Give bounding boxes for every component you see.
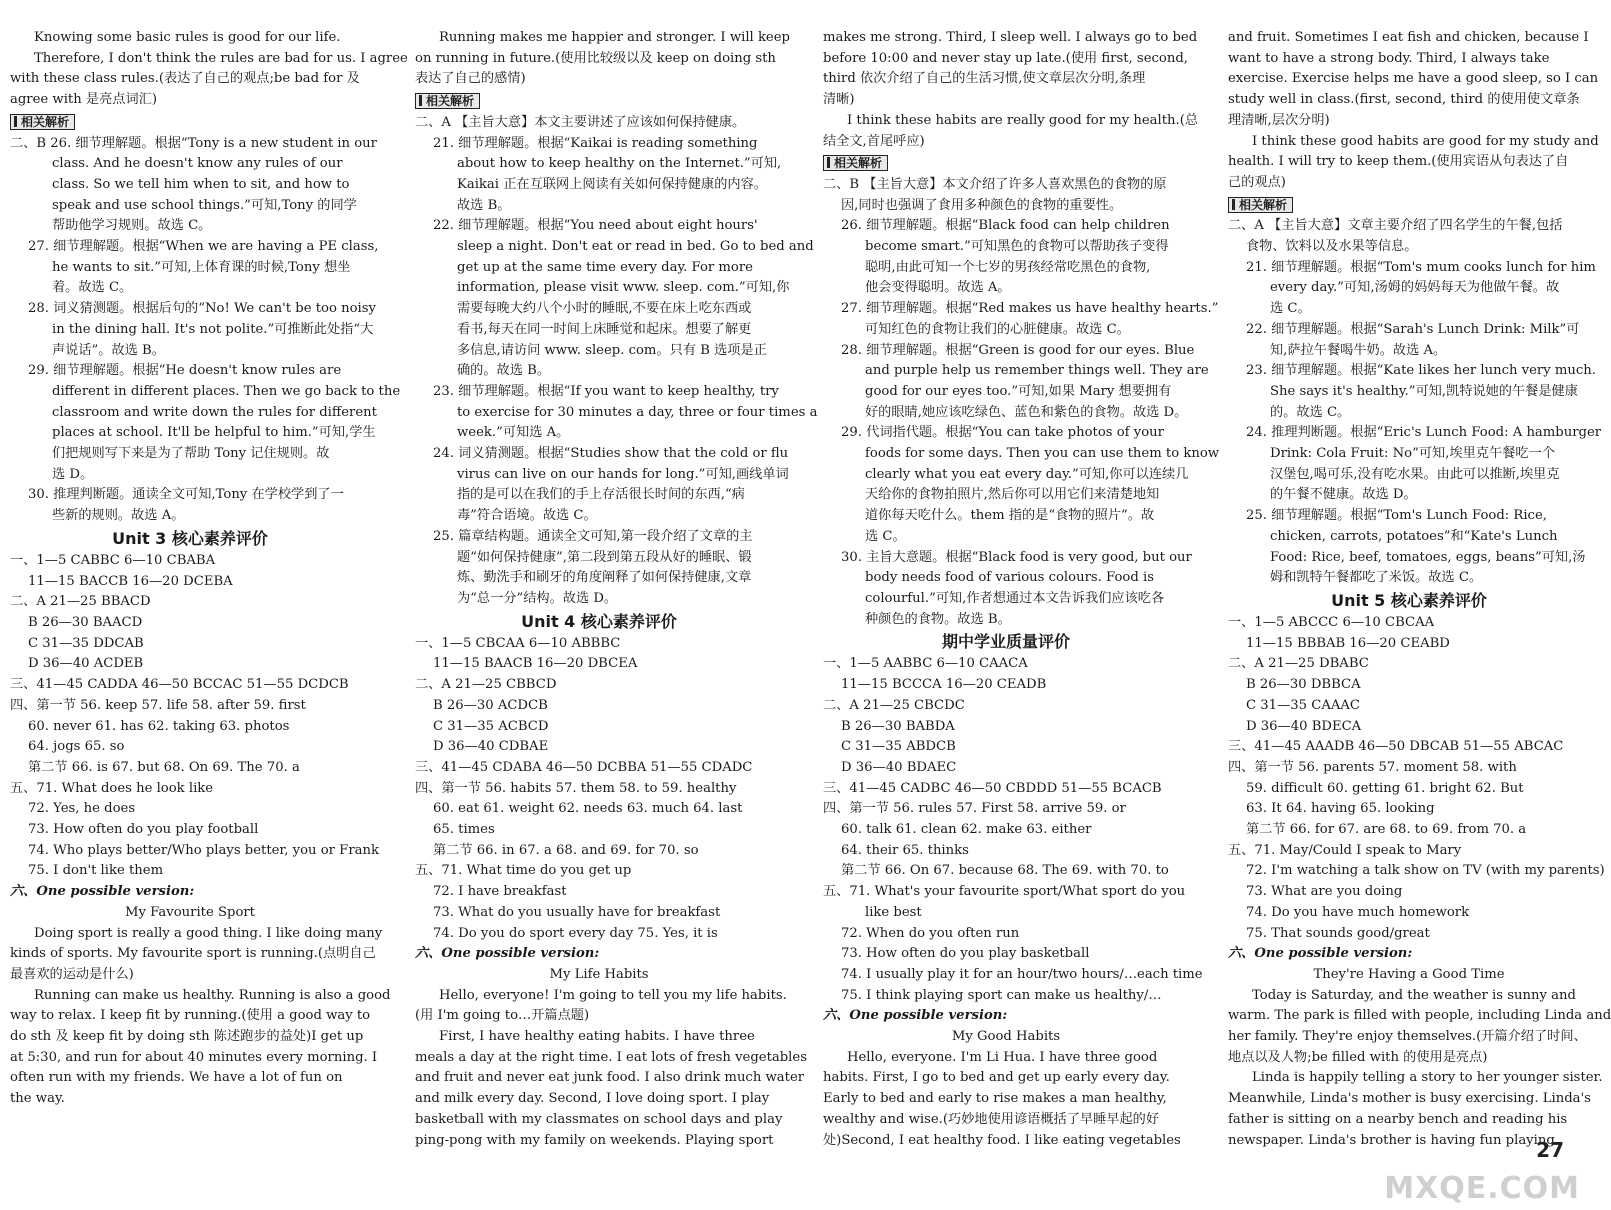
text-line: 处)Second, I eat healthy food. I like eating vegetables: [823, 1132, 1181, 1148]
text-line: C 31—35 ABDCB: [841, 739, 956, 755]
text-line: 的。故选 C。: [1270, 404, 1351, 420]
text-line: 第二节 66. in 67. a 68. and 69. for 70. so: [433, 842, 699, 858]
text-line: C 31—35 CAAAC: [1246, 697, 1360, 713]
text-line: become smart.”可知黑色的食物可以帮助孩子变得: [865, 239, 1169, 255]
text-line: 30. 推理判断题。通读全文可知,Tony 在学校学到了一: [28, 487, 344, 503]
text-line: 种颜色的食物。故选 B。: [865, 611, 1011, 627]
tag-marker-icon: [1232, 199, 1235, 210]
text-line: 选 C。: [1270, 301, 1311, 317]
text-line: 28. 细节理解题。根据“Green is good for our eyes. Blue: [841, 342, 1195, 358]
text-line: 60. eat 61. weight 62. needs 63. much 64. last: [433, 801, 743, 817]
text-line: Knowing some basic rules is good for our life.: [34, 30, 341, 45]
text-line: 25. 篇章结构题。通读全文可知,第一段介绍了文章的主: [433, 528, 753, 544]
text-line: 一、1—5 AABBC 6—10 CAACA: [823, 656, 1028, 672]
text-line: 二、B 26. 细节理解题。根据“Tony is a new student in our: [10, 135, 377, 151]
column-2: [415, 28, 818, 1208]
text-line: D 36—40 CDBAE: [433, 739, 549, 755]
text-line: way to relax. I keep fit by running.(使用 a good way to: [10, 1008, 371, 1024]
text-line: chicken, carrots, potatoes”和“Kate's Lunch: [1270, 528, 1558, 544]
text-line: meals a day at the right time. I eat lots of fresh vegetables: [415, 1049, 807, 1065]
text-line: 75. That sounds good/great: [1246, 925, 1430, 941]
text-line: 三、41—45 AAADB 46—50 DBCAB 51—55 ABCAC: [1228, 739, 1564, 755]
text-line: 四、第一节 56. habits 57. them 58. to 59. healthy: [415, 780, 737, 796]
essay-title: My Favourite Sport: [125, 904, 255, 920]
text-line: about how to keep healthy on the Internet.”可知,: [457, 156, 782, 172]
text-line: 故选 B。: [457, 197, 511, 213]
text-line: every day.”可知,汤姆的妈妈每天为他做午餐。故: [1270, 280, 1560, 296]
page-number: 27: [1536, 1138, 1564, 1162]
text-line: 21. 细节理解题。根据“Kaikai is reading something: [433, 135, 758, 151]
text-line: 一、1—5 CBCAA 6—10 ABBBC: [415, 635, 621, 651]
section-tag: [415, 90, 783, 113]
text-line: 24. 推理判断题。根据“Eric's Lunch Food: A hamburger: [1246, 425, 1602, 441]
text-line: 第二节 66. is 67. but 68. On 69. The 70. a: [28, 759, 300, 775]
text-line: 清晰): [823, 92, 855, 108]
section-heading: Unit 5 核心素养评价: [1331, 590, 1487, 610]
text-line: She says it's healthy.”可知,凯特说她的午餐是健康: [1270, 383, 1578, 399]
text-line: 三、41—45 CADBC 46—50 CBDDD 51—55 BCACB: [823, 780, 1162, 796]
column-1: [10, 28, 408, 1208]
text-line: in the dining hall. It's not polite.”可推断此处指“大: [52, 321, 374, 337]
text-line: Running makes me happier and stronger. I will keep: [439, 30, 790, 45]
essay-title: My Life Habits: [549, 966, 649, 982]
tag-marker-icon: [827, 157, 830, 168]
text-line: good for our eyes too.”可知,如果 Mary 想要拥有: [865, 383, 1172, 399]
text-line: 二、A 【主旨大意】本文主要讲述了应该如何保持健康。: [415, 114, 746, 130]
text-line: 六、One possible version:: [415, 946, 600, 962]
essay-title: My Good Habits: [951, 1029, 1061, 1045]
text-line: 看书,每天在同一时间上床睡觉和起床。想要了解更: [457, 321, 752, 337]
text-line: 炼、勤洗手和刷牙的角度阐释了如何保持健康,文章: [457, 570, 752, 586]
text-line: 27. 细节理解题。根据“Red makes us have healthy hearts.”: [841, 301, 1219, 317]
tag-marker-icon: [419, 95, 422, 106]
text-line: 一、1—5 ABCCC 6—10 CBCAA: [1228, 614, 1435, 630]
text-line: 聪明,由此可知一个七岁的男孩经常吃黑色的食物,: [865, 259, 1151, 275]
text-line: 着。故选 C。: [52, 280, 133, 296]
column-4: [1228, 28, 1611, 1208]
text-line: 第二节 66. On 67. because 68. The 69. with 70. to: [841, 863, 1169, 879]
column-3: [823, 28, 1220, 1208]
text-line: class. And he doesn't know any rules of our: [52, 156, 343, 172]
text-line: 26. 细节理解题。根据“Black food can help children: [841, 218, 1170, 234]
text-line: 指的是可以在我们的手上存活很长时间的东西,“病: [457, 487, 745, 503]
text-line: 60. never 61. has 62. taking 63. photos: [28, 718, 290, 734]
text-line: Kaikai 正在互联网上阅读有关如何保持健康的内容。: [457, 176, 767, 192]
text-line: I think these habits are really good for my health.(总: [847, 112, 1199, 128]
text-line: 75. I think playing sport can make us healthy/…: [841, 987, 1162, 1003]
text-line: 11—15 BBBAB 16—20 CEABD: [1246, 635, 1450, 651]
text-line: do sth 及 keep fit by doing sth 陈述跑步的益处)I get up: [10, 1029, 364, 1045]
text-line: D 36—40 BDECA: [1246, 718, 1362, 734]
text-line: classroom and write down the rules for different: [52, 404, 377, 420]
text-line: 六、One possible version:: [823, 1008, 1008, 1024]
tag-marker-icon: [14, 116, 17, 127]
text-line: places at school. It'll be helpful to him.”可知,学生: [52, 425, 376, 441]
text-line: 为“总一分”结构。故选 D。: [457, 590, 618, 606]
section-tag: [10, 111, 370, 134]
text-line: foods for some days. Then you can use them to know: [865, 446, 1220, 462]
text-line: 他会变得聪明。故选 A。: [865, 280, 1011, 296]
text-line: exercise. Exercise helps me have a good sleep, so I can: [1228, 71, 1599, 87]
text-line: Today is Saturday, and the weather is sunny and: [1252, 987, 1576, 1003]
text-line: 二、A 21—25 CBCDC: [823, 697, 965, 713]
text-line: makes me strong. Third, I sleep well. I always go to bed: [823, 30, 1198, 45]
text-line: B 26—30 BABDA: [841, 718, 955, 734]
text-line: 11—15 BAACB 16—20 DBCEA: [433, 656, 638, 672]
text-line: D 36—40 BDAEC: [841, 759, 957, 775]
text-line: 四、第一节 56. rules 57. First 58. arrive 59. or: [823, 801, 1126, 817]
text-line: Hello, everyone. I'm Li Hua. I have three good: [847, 1049, 1158, 1065]
text-line: 二、A 21—25 DBABC: [1228, 656, 1369, 672]
tag-text: 相关解析: [1239, 197, 1288, 212]
text-line: and milk every day. Second, I love doing sport. I play: [415, 1091, 770, 1107]
text-line: C 31—35 ACBCD: [433, 718, 549, 734]
text-line: 63. It 64. having 65. looking: [1246, 801, 1435, 817]
text-line: 结全文,首尾呼应): [823, 133, 925, 149]
text-line: 72. When do you often run: [841, 925, 1020, 941]
text-line: 帮助他学习规则。故选 C。: [52, 218, 212, 234]
text-line: 23. 细节理解题。根据“If you want to keep healthy, try: [433, 383, 779, 399]
text-line: D 36—40 ACDEB: [28, 656, 144, 672]
essay-title: They're Having a Good Time: [1313, 966, 1505, 982]
text-line: ping-pong with my family on weekends. Playing sport: [415, 1132, 774, 1148]
text-line: the way.: [10, 1091, 65, 1107]
text-line: 的午餐不健康。故选 D。: [1270, 487, 1417, 503]
text-line: 11—15 BCCCA 16—20 CEADB: [841, 677, 1047, 693]
text-line: clearly what you eat every day.”可知,你可以连续几: [865, 466, 1189, 482]
text-line: 确的。故选 B。: [457, 363, 551, 379]
text-line: colourful.”可知,作者想通过本文告诉我们应该吃各: [865, 590, 1165, 606]
text-line: with these class rules.(表达了自己的观点;be bad for 及: [10, 71, 360, 87]
text-line: 六、One possible version:: [10, 884, 195, 900]
text-line: study well in class.(first, second, third 的使用使文章条: [1228, 92, 1580, 108]
text-line: week.”可知选 A。: [457, 425, 570, 441]
text-line: 地点以及人物;be filled with 的使用是亮点): [1228, 1049, 1488, 1065]
section-tag-label: [1228, 197, 1293, 213]
text-line: get up at the same time every day. For more: [457, 259, 753, 275]
section-tag: [823, 152, 1189, 175]
text-line: 64. jogs 65. so: [28, 739, 125, 755]
text-line: 食物、饮料以及水果等信息。: [1246, 239, 1418, 255]
text-line: 28. 词义猜测题。根据后句的“No! We can't be too noisy: [28, 301, 376, 317]
text-line: 74. Do you have much homework: [1246, 904, 1470, 920]
text-line: 72. I'm watching a talk show on TV (with my parents): [1246, 863, 1605, 879]
text-line: basketball with my classmates on school days and play: [415, 1111, 783, 1127]
text-line: 己的观点): [1228, 174, 1286, 190]
text-line: 73. What are you doing: [1246, 884, 1403, 900]
text-line: Linda is happily telling a story to her younger sister.: [1252, 1070, 1603, 1086]
text-line: 需要每晚大约八个小时的睡眠,不要在床上吃东西或: [457, 301, 752, 317]
text-line: Doing sport is really a good thing. I like doing many: [34, 925, 383, 941]
text-line: Hello, everyone! I'm going to tell you my life habits.: [439, 987, 787, 1003]
text-line: 27. 细节理解题。根据“When we are having a PE class,: [28, 239, 379, 255]
text-line: wealthy and wise.(巧妙地使用谚语概括了早睡早起的好: [823, 1111, 1160, 1127]
text-line: 二、A 【主旨大意】文章主要介绍了四名学生的午餐,包括: [1228, 218, 1563, 234]
text-line: 多信息,请访问 www. sleep. com。只有 B 选项是正: [457, 342, 767, 358]
section-tag-label: [415, 93, 480, 109]
text-line: 可知红色的食物让我们的心脏健康。故选 C。: [865, 321, 1130, 337]
text-line: I think these good habits are good for my study and: [1252, 133, 1599, 149]
section-heading: Unit 3 核心素养评价: [112, 528, 268, 548]
text-line: 因,同时也强调了食用多种颜色的食物的重要性。: [841, 197, 1123, 213]
text-line: C 31—35 DDCAB: [28, 635, 144, 651]
text-line: 六、One possible version:: [1228, 946, 1413, 962]
text-line: 四、第一节 56. parents 57. moment 58. with: [1228, 759, 1517, 775]
text-line: 73. How often do you play basketball: [841, 946, 1090, 962]
text-line: 好的眼睛,她应该吃绿色、蓝色和紫色的食物。故选 D。: [865, 404, 1188, 420]
text-line: her family. They're enjoy themselves.(开篇介绍了时间、: [1228, 1029, 1587, 1045]
text-line: 声说话”。故选 B。: [52, 342, 165, 358]
text-line: information, please visit www. sleep. com.”可知,你: [457, 280, 790, 296]
text-line: 五、71. What's your favourite sport/What sport do you: [823, 884, 1186, 900]
text-line: 65. times: [433, 822, 495, 838]
text-line: 25. 细节理解题。根据“Tom's Lunch Food: Rice,: [1246, 508, 1547, 524]
text-line: agree with 是亮点词汇): [10, 92, 157, 108]
text-line: habits. First, I go to bed and get up early every day.: [823, 1070, 1170, 1086]
text-line: 72. Yes, he does: [28, 801, 136, 817]
text-line: 64. their 65. thinks: [841, 842, 969, 858]
text-line: 75. I don't like them: [28, 863, 164, 879]
text-line: and fruit and never eat junk food. I also drink much water: [415, 1070, 805, 1086]
watermark-logo: MXQE.COM: [1384, 1171, 1580, 1206]
text-line: 21. 细节理解题。根据“Tom's mum cooks lunch for him: [1246, 259, 1596, 275]
text-line: B 26—30 BAACD: [28, 614, 143, 630]
tag-text: 相关解析: [834, 156, 883, 171]
text-line: Meanwhile, Linda's mother is busy exercising. Linda's: [1228, 1091, 1591, 1107]
text-line: 23. 细节理解题。根据“Kate likes her lunch very much.: [1246, 363, 1596, 379]
text-line: speak and use school things.”可知,Tony 的同学: [52, 197, 357, 213]
text-line: and fruit. Sometimes I eat fish and chicken, because I: [1228, 30, 1589, 45]
text-line: 三、41—45 CDABA 46—50 DCBBA 51—55 CDADC: [415, 759, 753, 775]
text-line: 73. What do you usually have for breakfast: [433, 904, 721, 920]
text-line: third 依次介绍了自己的生活习惯,使文章层次分明,条理: [823, 71, 1146, 87]
text-line: 三、41—45 CADDA 46—50 BCCAC 51—55 DCDCB: [10, 677, 349, 693]
text-line: 五、71. May/Could I speak to Mary: [1228, 842, 1462, 858]
text-line: 些新的规则。故选 A。: [52, 508, 185, 524]
text-line: to exercise for 30 minutes a day, three or four times a: [457, 404, 818, 420]
text-line: 29. 代词指代题。根据“You can take photos of your: [841, 425, 1164, 441]
text-line: body needs food of various colours. Food is: [865, 570, 1154, 586]
text-line: 们把规则写下来是为了帮助 Tony 记住规则。故: [52, 446, 330, 462]
text-line: want to have a strong body. Third, I always take: [1228, 50, 1550, 66]
text-line: kinds of sports. My favourite sport is running.(点明自己: [10, 946, 376, 962]
text-line: 11—15 BACCB 16—20 DCEBA: [28, 573, 233, 589]
text-line: at 5:30, and run for about 40 minutes every morning. I: [10, 1049, 378, 1065]
text-line: 74. Who plays better/Who plays better, you or Frank: [28, 842, 379, 858]
text-line: 二、A 21—25 CBBCD: [415, 677, 557, 693]
text-line: 74. Do you do sport every day 75. Yes, it is: [433, 925, 718, 941]
text-line: 四、第一节 56. keep 57. life 58. after 59. first: [10, 697, 306, 713]
text-line: First, I have healthy eating habits. I have three: [439, 1029, 755, 1045]
section-tag: [1228, 194, 1590, 217]
text-line: 天给你的食物拍照片,然后你可以用它们来清楚地知: [865, 487, 1160, 503]
text-line: warm. The park is filled with people, including Linda and: [1228, 1008, 1611, 1024]
text-line: 选 C。: [865, 528, 906, 544]
text-line: 30. 主旨大意题。根据“Black food is very good, but our: [841, 549, 1192, 565]
text-line: and purple help us remember things well. They are: [865, 363, 1209, 379]
text-line: 第二节 66. for 67. are 68. to 69. from 70. a: [1246, 822, 1527, 838]
text-line: 72. I have breakfast: [433, 884, 567, 900]
text-line: 最喜欢的运动是什么): [10, 966, 134, 982]
text-line: 理清晰,层次分明): [1228, 112, 1330, 128]
text-line: 29. 细节理解题。根据“He doesn't know rules are: [28, 363, 342, 379]
text-line: Early to bed and early to rise makes a man healthy,: [823, 1091, 1167, 1107]
text-line: newspaper. Linda's brother is having fun playing: [1228, 1132, 1555, 1148]
text-line: 汉堡包,喝可乐,没有吃水果。由此可以推断,埃里克: [1270, 466, 1560, 482]
text-line: on running in future.(使用比较级以及 keep on doing sth: [415, 50, 776, 66]
text-line: 五、71. What time do you get up: [415, 863, 632, 879]
text-line: 表达了自己的感情): [415, 71, 526, 87]
text-line: B 26—30 ACDCB: [433, 697, 548, 713]
text-line: 毒”符合语境。故选 C。: [457, 508, 597, 524]
text-line: 60. talk 61. clean 62. make 63. either: [841, 822, 1092, 838]
text-line: 二、B 【主旨大意】本文介绍了许多人喜欢黑色的食物的原: [823, 176, 1167, 192]
text-line: 74. I usually play it for an hour/two hours/…each time: [841, 966, 1203, 982]
text-line: 22. 细节理解题。根据“Sarah's Lunch Drink: Milk”可: [1246, 321, 1580, 337]
text-line: 姆和凯特午餐都吃了米饭。故选 C。: [1270, 570, 1483, 586]
text-line: like best: [865, 904, 922, 920]
text-line: often run with my friends. We have a lot of fun on: [10, 1070, 343, 1086]
text-line: 题“如何保持健康”,第二段到第五段从好的睡眠、锻: [457, 549, 752, 565]
section-tag-label: [10, 114, 75, 130]
text-line: Running can make us healthy. Running is also a good: [34, 987, 391, 1003]
text-line: Drink: Cola Fruit: No”可知,埃里克午餐吃一个: [1270, 446, 1555, 462]
text-line: Food: Rice, beef, tomatoes, eggs, beans”可知,汤: [1270, 549, 1586, 565]
section-heading: 期中学业质量评价: [941, 632, 1070, 652]
text-line: he wants to sit.”可知,上体育课的时候,Tony 想坐: [52, 259, 351, 275]
text-line: B 26—30 DBBCA: [1246, 677, 1361, 693]
text-line: 知,萨拉午餐喝牛奶。故选 A。: [1270, 342, 1447, 358]
text-line: 选 D。: [52, 466, 94, 482]
text-line: class. So we tell him when to sit, and how to: [52, 176, 350, 192]
tag-text: 相关解析: [21, 114, 70, 129]
text-line: 24. 词义猜测题。根据“Studies show that the cold or flu: [433, 446, 789, 462]
text-line: sleep a night. Don't eat or read in bed. Go to bed and: [457, 239, 814, 255]
text-line: virus can live on our hands for long.”可知,画线单词: [457, 466, 789, 482]
tag-text: 相关解析: [426, 94, 475, 109]
text-line: 五、71. What does he look like: [10, 780, 214, 796]
text-line: (用 I'm going to…开篇点题): [415, 1008, 590, 1024]
text-line: 73. How often do you play football: [28, 822, 259, 838]
text-line: 二、A 21—25 BBACD: [10, 594, 151, 610]
section-heading: Unit 4 核心素养评价: [521, 611, 677, 631]
text-line: Therefore, I don't think the rules are bad for us. I agree: [34, 50, 408, 66]
text-line: different in different places. Then we go back to the: [52, 383, 401, 399]
section-tag-label: [823, 155, 888, 171]
text-line: 22. 细节理解题。根据“You need about eight hours': [433, 218, 758, 234]
text-line: before 10:00 and never stay up late.(使用 first, second,: [823, 50, 1188, 66]
text-line: father is sitting on a nearby bench and reading his: [1228, 1111, 1568, 1127]
text-line: 道你每天吃什么。them 指的是“食物的照片”。故: [865, 508, 1155, 524]
text-line: 一、1—5 CABBC 6—10 CBABA: [10, 552, 216, 568]
text-line: 59. difficult 60. getting 61. bright 62. But: [1246, 780, 1524, 796]
text-line: health. I will try to keep them.(使用宾语从句表达了自: [1228, 154, 1569, 170]
